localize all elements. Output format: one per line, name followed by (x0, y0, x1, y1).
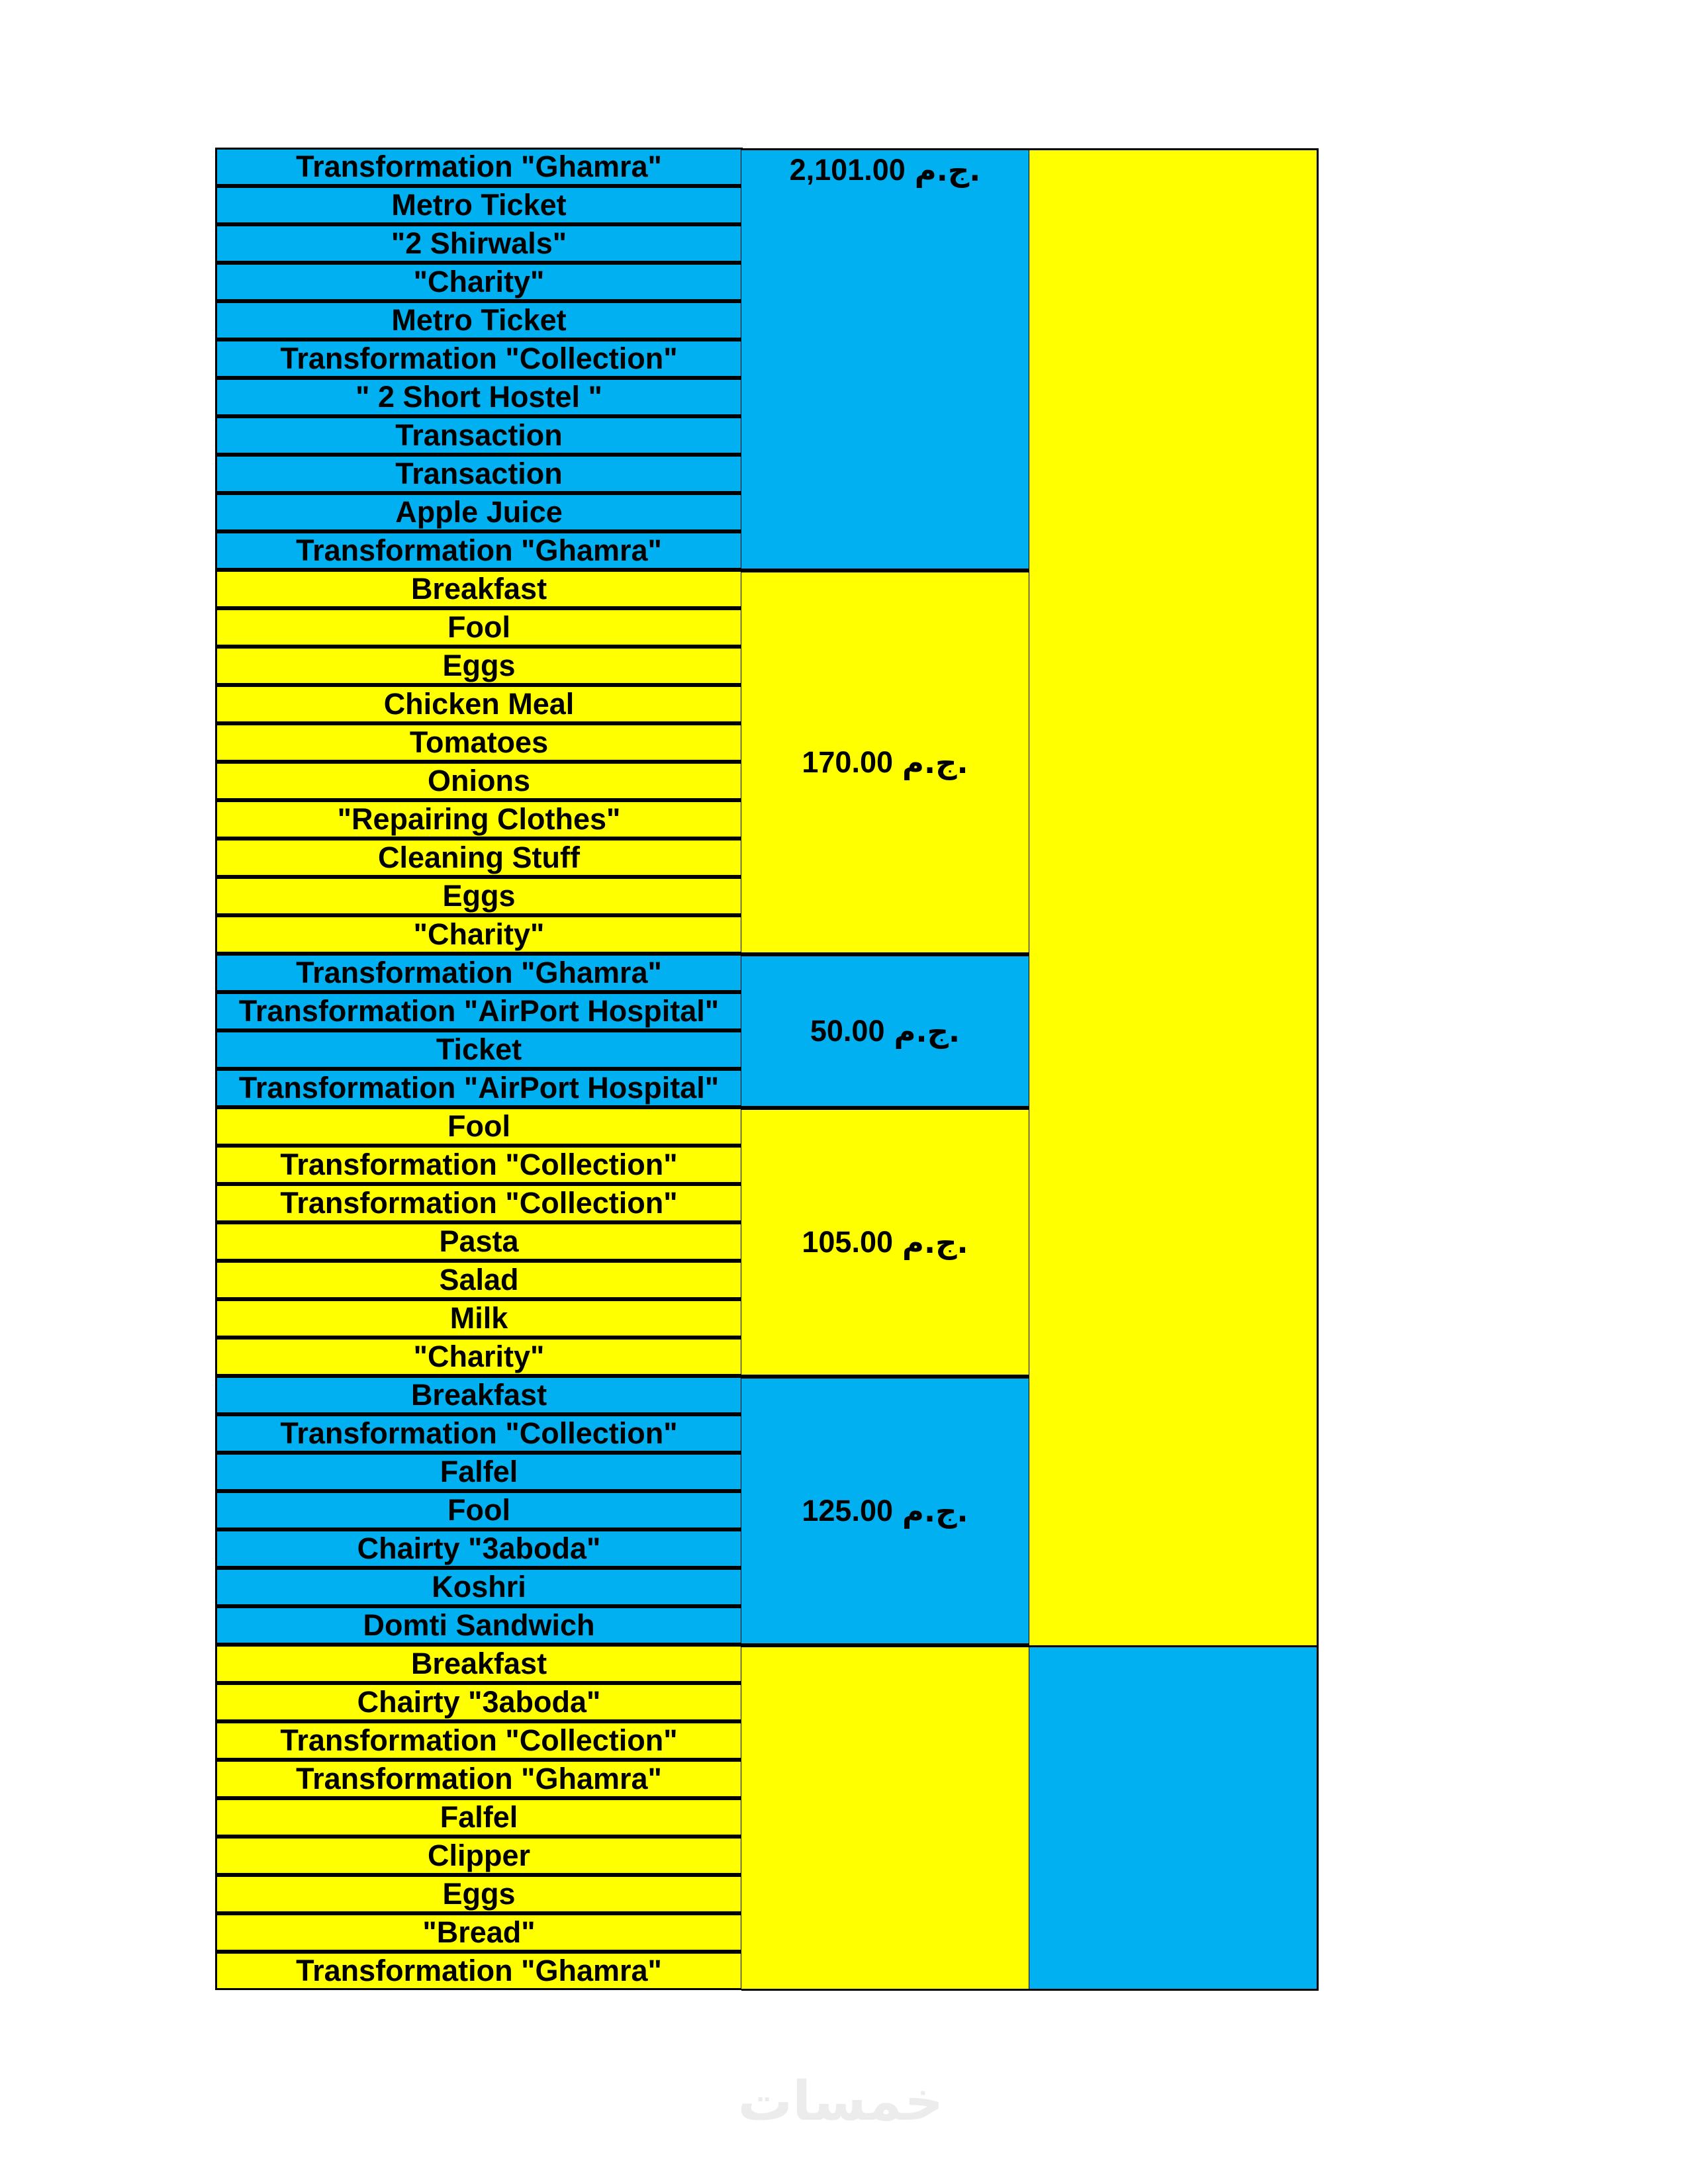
expense-item: Eggs (215, 1875, 743, 1913)
expense-item: Transformation "Ghamra" (215, 148, 743, 186)
currency-label: ج.م. (902, 1493, 968, 1529)
group-total-cell (741, 1645, 1031, 1991)
group-total-amount: 105.00 (802, 1225, 893, 1259)
expense-item: Transformation "Collection" (215, 1721, 743, 1760)
group-total-amount: 125.00 (802, 1494, 893, 1527)
expense-item: Transformation "AirPort Hospital" (215, 1069, 743, 1107)
group-total-cell (741, 148, 1031, 570)
expense-item: Milk (215, 1299, 743, 1338)
currency-label: ج.م. (902, 1224, 968, 1260)
expense-item: " 2 Short Hostel " (215, 378, 743, 416)
expense-item: Onions (215, 762, 743, 800)
expense-item: Breakfast (215, 1376, 743, 1414)
expense-item: Chicken Meal (215, 685, 743, 723)
expense-item: Transformation "Collection" (215, 1414, 743, 1453)
group-total-amount: 2,101.00 (789, 153, 906, 187)
expense-item: Transformation "Ghamra" (215, 1952, 743, 1990)
expense-item: Transformation "Ghamra" (215, 1760, 743, 1798)
expense-item: Breakfast (215, 1645, 743, 1683)
watermark-logo: خمسات (737, 2070, 944, 2133)
expense-item: "Charity" (215, 263, 743, 301)
group-total-cell (741, 570, 1031, 954)
expense-item: Ticket (215, 1030, 743, 1069)
expense-item: Eggs (215, 647, 743, 685)
expense-item: Metro Ticket (215, 301, 743, 340)
currency-label: ج.م. (894, 1013, 961, 1049)
expense-item: Fool (215, 608, 743, 647)
expense-item: Breakfast (215, 570, 743, 608)
expense-item: Fool (215, 1107, 743, 1146)
expense-item: "Charity" (215, 915, 743, 954)
expense-item: Transformation "Collection" (215, 1146, 743, 1184)
expense-item: Clipper (215, 1837, 743, 1875)
group-total-cell (741, 1377, 1031, 1645)
expense-item: Fool (215, 1491, 743, 1529)
expense-item: Transformation "AirPort Hospital" (215, 992, 743, 1030)
expense-item: "Charity" (215, 1338, 743, 1376)
expense-item: "2 Shirwals" (215, 224, 743, 263)
expense-item: "Bread" (215, 1913, 743, 1952)
expense-item: Apple Juice (215, 493, 743, 531)
expense-item: Transaction (215, 416, 743, 455)
expense-item: Falfel (215, 1453, 743, 1491)
group-total-amount: 170.00 (802, 745, 893, 779)
expense-item: Transformation "Collection" (215, 1184, 743, 1222)
expense-item: Koshri (215, 1568, 743, 1606)
expense-item: Eggs (215, 877, 743, 915)
expense-item: Salad (215, 1261, 743, 1299)
expense-item: Tomatoes (215, 723, 743, 762)
expense-item: Falfel (215, 1798, 743, 1837)
group-total-amount: 50.00 (810, 1014, 885, 1048)
expense-item: Pasta (215, 1222, 743, 1261)
expense-item: Chairty "3aboda" (215, 1529, 743, 1568)
currency-label: ج.م. (914, 153, 981, 188)
side-color-block (1029, 1645, 1319, 1991)
currency-label: ج.م. (902, 745, 968, 780)
group-total-cell (741, 954, 1031, 1108)
expense-item: Metro Ticket (215, 186, 743, 224)
group-total-cell (741, 1108, 1031, 1377)
expense-item: Cleaning Stuff (215, 839, 743, 877)
expense-item: Transformation "Collection" (215, 340, 743, 378)
side-color-block (1029, 148, 1319, 1645)
expense-item: Chairty "3aboda" (215, 1683, 743, 1721)
expense-item: Domti Sandwich (215, 1606, 743, 1645)
expense-item: Transaction (215, 455, 743, 493)
expense-item: Transformation "Ghamra" (215, 954, 743, 992)
expense-item: Transformation "Ghamra" (215, 531, 743, 570)
expense-sheet (215, 148, 1319, 1998)
expense-item: "Repairing Clothes" (215, 800, 743, 839)
